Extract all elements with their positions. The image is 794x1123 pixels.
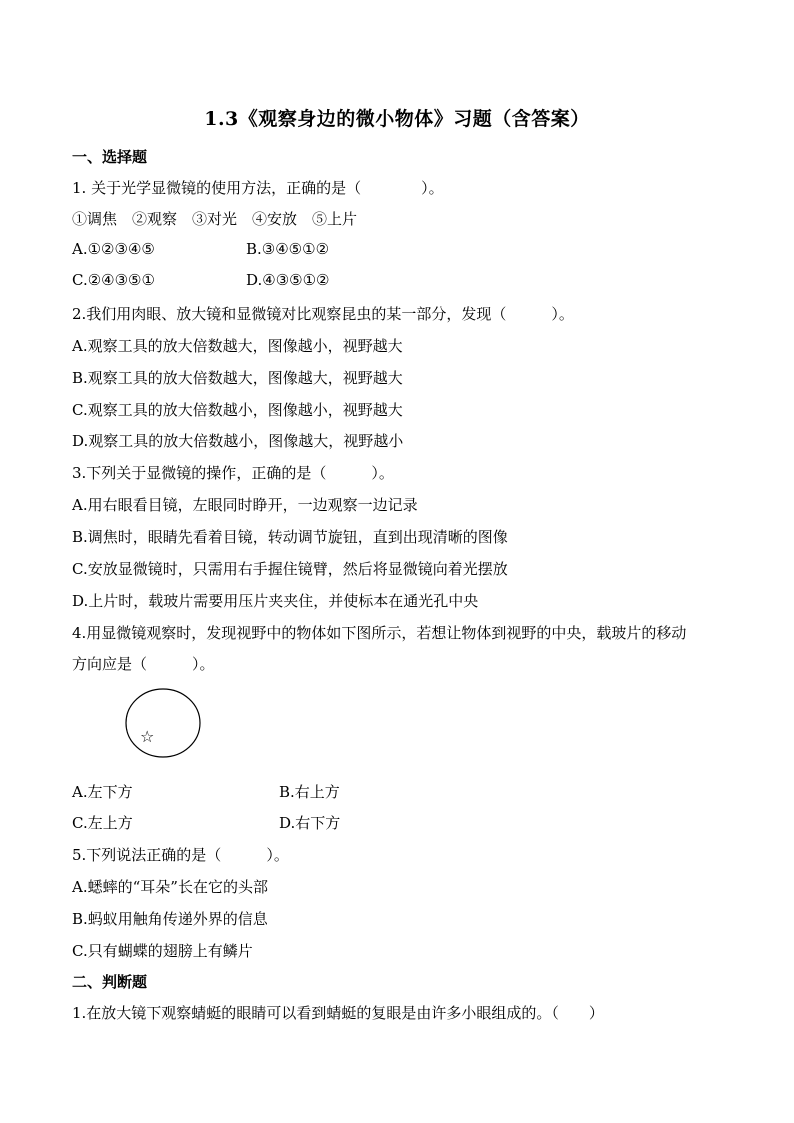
question-4-option-c: C.左上方	[72, 814, 133, 832]
question-1-stem: 1. 关于光学显微镜的使用方法，正确的是（ ）。	[72, 179, 444, 197]
microscope-field-figure	[124, 688, 202, 760]
question-5-option-a: A.蟋蟀的“耳朵”长在它的头部	[72, 878, 268, 896]
question-2-option-d: D.观察工具的放大倍数越小，图像越大，视野越小	[72, 432, 404, 450]
question-4-option-d: D.右下方	[279, 814, 341, 832]
question-1-steps: ①调焦 ②观察 ③对光 ④安放 ⑤上片	[72, 210, 358, 228]
question-5-option-c: C.只有蝴蝶的翅膀上有鳞片	[72, 942, 253, 960]
question-1-option-c: C.②④③⑤①	[72, 271, 155, 289]
section-heading-judgement: 二、判断题	[72, 973, 148, 991]
section-heading-choice: 一、选择题	[72, 148, 148, 166]
field-of-view-circle	[126, 689, 200, 757]
question-4-stem-line1: 4.用显微镜观察时，发现视野中的物体如下图所示，若想让物体到视野的中央，载玻片的移动	[72, 624, 687, 642]
question-2-stem: 2.我们用肉眼、放大镜和显微镜对比观察昆虫的某一部分，发现（ ）。	[72, 305, 574, 323]
question-2-option-c: C.观察工具的放大倍数越小，图像越小，视野越大	[72, 401, 403, 419]
question-2-option-b: B.观察工具的放大倍数越大，图像越大，视野越大	[72, 369, 403, 387]
question-5-option-b: B.蚂蚁用触角传递外界的信息	[72, 910, 268, 928]
question-3-stem: 3.下列关于显微镜的操作，正确的是（ ）。	[72, 464, 394, 482]
star-icon: ☆	[140, 727, 155, 746]
question-1-option-d: D.④③⑤①②	[246, 271, 330, 289]
question-3-option-c: C.安放显微镜时，只需用右手握住镜臂，然后将显微镜向着光摆放	[72, 560, 508, 578]
question-4-option-a: A.左下方	[72, 783, 133, 801]
question-4-option-b: B.右上方	[279, 783, 340, 801]
question-1-option-a: A.①②③④⑤	[72, 240, 155, 258]
question-2-option-a: A.观察工具的放大倍数越大，图像越小，视野越大	[72, 337, 403, 355]
page-title: 1.3《观察身边的微小物体》习题（含答案）	[204, 108, 590, 130]
question-3-option-b: B.调焦时，眼睛先看着目镜，转动调节旋钮，直到出现清晰的图像	[72, 528, 508, 546]
judgement-question-1: 1.在放大镜下观察蜻蜓的眼睛可以看到蜻蜓的复眼是由许多小眼组成的。（ ）	[72, 1004, 604, 1022]
question-3-option-a: A.用右眼看目镜，左眼同时睁开，一边观察一边记录	[72, 496, 418, 514]
question-3-option-d: D.上片时，载玻片需要用压片夹夹住，并使标本在通光孔中央	[72, 592, 479, 610]
question-5-stem: 5.下列说法正确的是（ ）。	[72, 846, 289, 864]
question-4-stem-line2: 方向应是（ ）。	[72, 655, 215, 673]
question-1-option-b: B.③④⑤①②	[246, 240, 330, 258]
